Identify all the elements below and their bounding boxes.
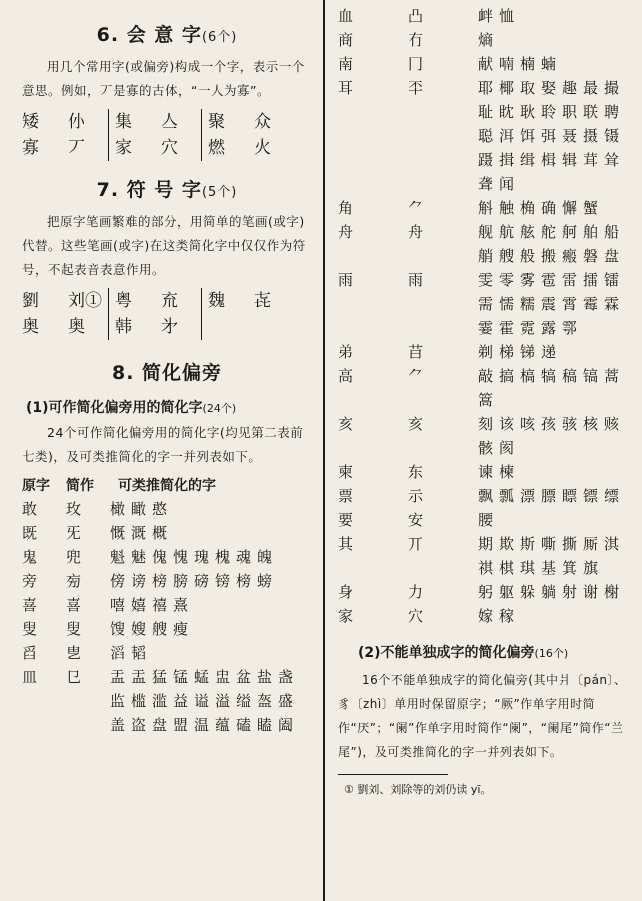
row-original: 舀 (22, 644, 38, 662)
example-row (22, 314, 312, 340)
section-6-title (22, 20, 312, 47)
row-simplified: 䒤 (408, 343, 424, 361)
example-original: 家 (115, 138, 132, 158)
row-simplified: 穴 (408, 607, 424, 625)
section-8-title: 8. 简化偏旁 (111, 362, 223, 384)
table-row (338, 364, 634, 412)
section-6-count: (6个) (201, 30, 238, 45)
row-original: 身 (338, 583, 354, 601)
example-simplified: 穴 (161, 138, 178, 158)
table-row (338, 604, 634, 628)
subsection-1-heading: (1)可作简化偏旁用的简化字 (26, 400, 203, 416)
row-original: 高 (338, 367, 354, 385)
example-pair (201, 109, 294, 135)
row-original: 鬼 (22, 548, 38, 566)
subsection-2-description: 16个不能单独成字的简化偏旁(其中爿〔pán〕、豸〔zhì〕单用时保留原字；“厥”作单字用时简作“厌”；“阑”作单字用时简作“阑”，“阑尾”简作“兰尾”)，及可类推简化的字一并列表如下。 (338, 673, 627, 759)
row-derived: 雯零雾雹雷擂镭需懦糯震霄霉霖霎霍霓露鄠 (478, 271, 626, 337)
example-pair (22, 314, 108, 340)
row-original: 血 (338, 7, 354, 25)
row-derived: 慨溉概 (110, 524, 174, 542)
row-simplified: 安 (408, 511, 424, 529)
table-row (22, 521, 312, 545)
row-original: 既 (22, 524, 38, 542)
row-original: 柬 (338, 463, 354, 481)
example-simplified: 亼 (161, 112, 178, 132)
table-row (338, 412, 634, 460)
row-derived: 剃梯锑递 (478, 343, 563, 361)
row-derived: 舰航舷舵舸舶船艄艘般搬瘢磐盘 (478, 223, 626, 265)
row-original: 角 (338, 199, 354, 217)
footnote-rule (338, 774, 448, 775)
example-pair (108, 314, 201, 340)
table-row (338, 580, 634, 604)
section-7-count: (5个) (201, 185, 238, 200)
row-derived: 耶椰取娶趣最撮耻眈耿聆职联聘聪洱饵弭聂摄镊蹑揖缉楫辑茸耸聋闻 (478, 79, 626, 193)
row-derived: 滔韬 (110, 644, 153, 662)
row-derived: 衅恤 (478, 7, 521, 25)
example-simplified: 仦 (68, 112, 85, 132)
example-original: 魏 (208, 291, 225, 311)
footnote: ① 劉刘、刘除等的刘仍读 yī。 (344, 783, 492, 796)
example-row (22, 109, 312, 135)
example-simplified: 㐧 (161, 317, 178, 337)
row-derived: 馊嫂艘瘦 (110, 620, 195, 638)
row-derived: 谏楝 (478, 463, 521, 481)
table-row (338, 28, 634, 52)
table-row (22, 497, 312, 521)
example-original: 集 (115, 112, 132, 132)
right-column (338, 4, 634, 797)
row-original: 旁 (22, 572, 38, 590)
table-row (22, 593, 312, 617)
example-original: 燃 (208, 138, 225, 158)
example-simplified: 火 (254, 138, 271, 158)
row-simplified: ⺈ (408, 199, 424, 217)
row-derived: 嘻嬉禧熹 (110, 596, 195, 614)
right-table (338, 4, 634, 628)
table-row (338, 4, 634, 28)
row-simplified: 雨 (408, 271, 424, 289)
table-row (338, 532, 634, 580)
row-simplified: 㫄 (66, 572, 82, 590)
row-original: 商 (338, 31, 354, 49)
row-original: 要 (338, 511, 354, 529)
left-column (22, 20, 312, 737)
header-derived: 可类推简化的字 (118, 478, 216, 494)
table-row (338, 460, 634, 484)
row-derived: 献喃楠蝻 (478, 55, 563, 73)
row-original: 亥 (338, 415, 354, 433)
row-derived: 橄瞰憨 (110, 500, 174, 518)
row-original: 叟 (22, 620, 38, 638)
table-row (22, 665, 312, 737)
row-derived: 盂盂猛锰蜢盅盆盐盏监槛滥益谥溢缢盔盛盖盗盘盟温蕴磕瞌阖 (110, 668, 300, 734)
table-row (338, 52, 634, 76)
row-simplified: 喜 (66, 596, 82, 614)
example-original: 矮 (22, 112, 39, 132)
row-simplified: 兜 (66, 548, 82, 566)
row-original: 票 (338, 487, 354, 505)
row-simplified: 㔾 (66, 668, 82, 686)
row-derived: 斛触桷确懈蟹 (478, 199, 605, 217)
example-simplified: 㐬 (161, 291, 178, 311)
example-pair (22, 288, 108, 314)
table-row (338, 220, 634, 268)
row-original: 皿 (22, 668, 38, 686)
row-simplified: 玫 (66, 500, 82, 518)
table-row (22, 545, 312, 569)
example-pair (108, 288, 201, 314)
table-row (338, 484, 634, 508)
table-row (338, 76, 634, 196)
row-original: 家 (338, 607, 354, 625)
left-table (22, 497, 312, 737)
row-derived: 飘瓢漂膘瞟镖缥 (478, 487, 626, 505)
example-pair (201, 135, 294, 161)
row-simplified: 㔻 (408, 79, 424, 97)
example-row (22, 288, 312, 314)
row-simplified: 冂 (408, 55, 424, 73)
row-simplified: 舟 (408, 223, 424, 241)
row-derived: 嫁稼 (478, 607, 521, 625)
example-original: 劉 (22, 291, 39, 311)
subsection-2-count: (16个) (534, 647, 569, 660)
table-row (338, 508, 634, 532)
row-derived: 熵 (478, 31, 500, 49)
row-original: 舟 (338, 223, 354, 241)
table-header (22, 475, 312, 497)
example-original: 寡 (22, 138, 39, 158)
example-simplified: 刘① (68, 291, 102, 311)
row-simplified: ⺈ (408, 367, 424, 385)
row-simplified: 东 (408, 463, 424, 481)
row-simplified: 旡 (66, 524, 82, 542)
row-original: 南 (338, 55, 354, 73)
row-original: 其 (338, 535, 354, 553)
example-original: 粤 (115, 291, 132, 311)
example-pair (108, 109, 201, 135)
section-7-description: 把原字笔画繁难的部分，用简单的笔画(或字)代替。这些笔画(或字)在这类简化字中仅仅作为符号，不起表音表意作用。 (22, 214, 306, 277)
subsection-1-description: 24个可作简化偏旁用的简化字(均见第二表前七类)，及可类推简化的字一并列表如下。 (22, 425, 304, 464)
table-row (22, 569, 312, 593)
section-6-description: 用几个常用字(或偏旁)构成一个字，表示一个意思。例如，丆是寡的古体，“一人为寡”。 (22, 59, 305, 98)
row-derived: 魁魅傀愧瑰槐魂魄 (110, 548, 279, 566)
example-row (22, 135, 312, 161)
example-simplified: 㐂 (254, 291, 271, 311)
example-pair (201, 288, 294, 314)
section-7-heading: 7. 符 号 字 (96, 179, 202, 201)
row-derived: 腰 (478, 511, 500, 529)
example-pair (22, 109, 108, 135)
example-simplified: 众 (254, 112, 271, 132)
row-derived: 敲搞槁犒稿镐蒿篙 (478, 367, 626, 409)
subsection-2-title (358, 642, 634, 662)
table-row (22, 617, 312, 641)
subsection-1-title (26, 397, 312, 417)
row-simplified: 亥 (408, 415, 424, 433)
row-simplified: 示 (408, 487, 424, 505)
row-derived: 傍谤榜膀磅镑榜螃 (110, 572, 279, 590)
row-original: 敢 (22, 500, 38, 518)
example-original: 奥 (22, 317, 39, 337)
row-original: 耳 (338, 79, 354, 97)
row-simplified: 凸 (408, 7, 424, 25)
section-6-heading: 6. 会 意 字 (96, 24, 202, 46)
row-original: 雨 (338, 271, 354, 289)
table-row (338, 196, 634, 220)
section-7-examples (22, 288, 312, 340)
row-original: 弟 (338, 343, 354, 361)
example-simplified: 丆 (68, 138, 85, 158)
row-derived: 躬躯躲躺射谢榭 (478, 583, 626, 601)
table-row (338, 268, 634, 340)
row-derived: 期欺斯嘶撕厮淇祺棋琪基箕旗 (478, 535, 626, 577)
row-original: 喜 (22, 596, 38, 614)
row-simplified: 叟 (66, 620, 82, 638)
row-simplified: 丌 (408, 535, 424, 553)
header-simplified: 简作 (66, 478, 94, 494)
example-pair-empty (201, 314, 208, 340)
subsection-1-count: (24个) (202, 402, 237, 415)
header-original: 原字 (22, 478, 50, 494)
table-row (22, 641, 312, 665)
example-original: 聚 (208, 112, 225, 132)
example-pair (22, 135, 108, 161)
table-row (338, 340, 634, 364)
example-pair (108, 135, 201, 161)
example-original: 韩 (115, 317, 132, 337)
column-divider (323, 0, 325, 901)
row-simplified: 㐕 (66, 644, 82, 662)
section-6-examples (22, 109, 312, 161)
example-simplified: 奥 (68, 317, 85, 337)
row-simplified: 冇 (408, 31, 424, 49)
row-simplified: 力 (408, 583, 424, 601)
section-7-title (22, 175, 312, 202)
subsection-2-heading: (2)不能单独成字的简化偏旁 (358, 645, 535, 661)
row-derived: 刻该咳孩骇核赅骸阂 (478, 415, 626, 457)
